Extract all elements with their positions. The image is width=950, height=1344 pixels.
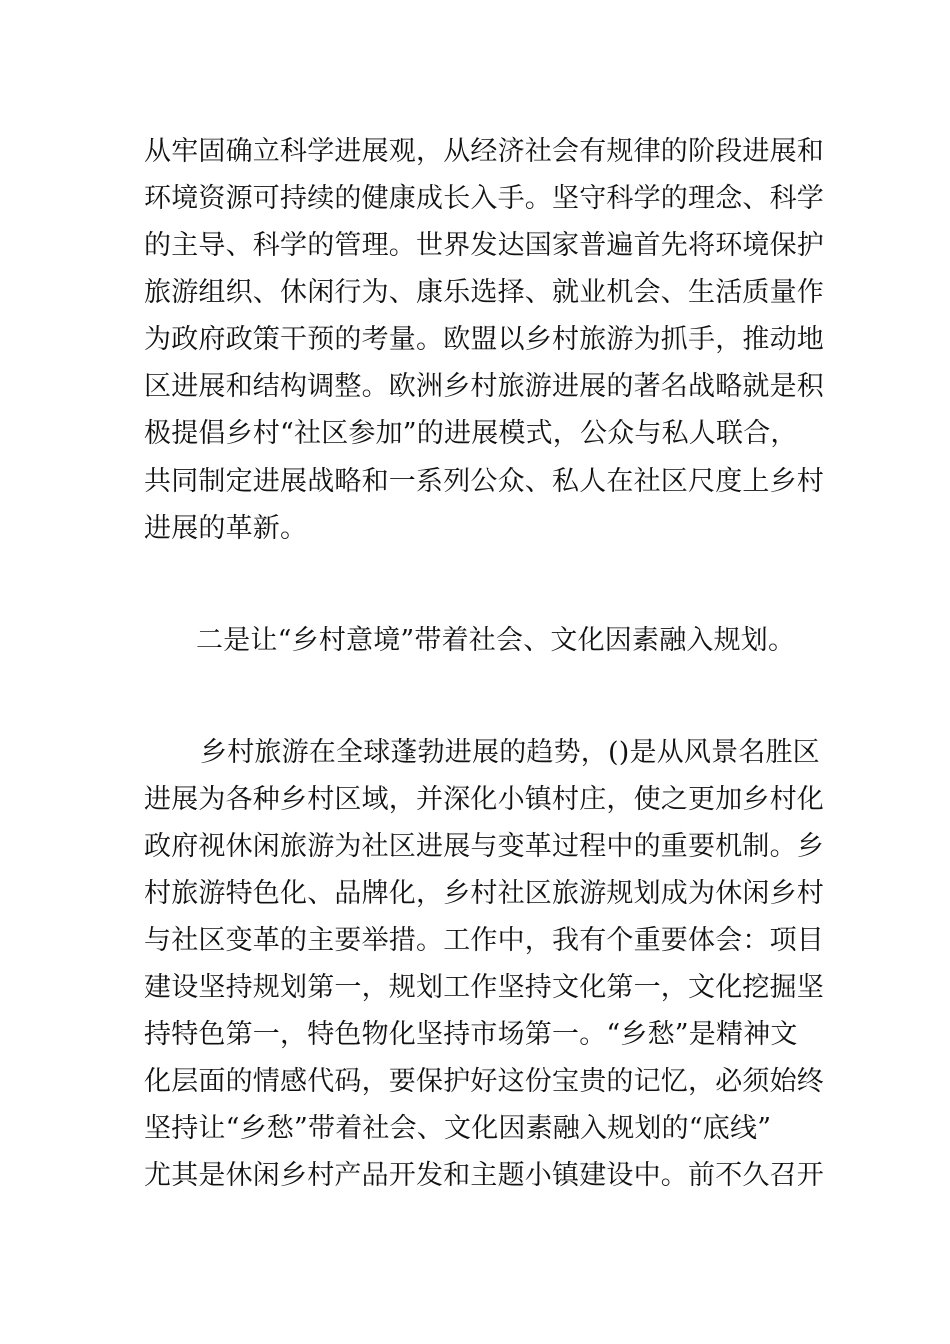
paragraph-2-line: 与社区变革的主要举措。工作中，我有个重要体会：项目: [144, 925, 824, 956]
paragraph-2-line: 村旅游特色化、品牌化，乡村社区旅游规划成为休闲乡村: [144, 878, 824, 909]
paragraph-2-line: 建设坚持规划第一，规划工作坚持文化第一，文化挖掘坚: [144, 972, 824, 1003]
section-heading: 二是让“乡村意境”带着社会、文化因素融入规划。: [196, 625, 796, 656]
paragraph-2-line: 政府视休闲旅游为社区进展与变革过程中的重要机制。乡: [144, 831, 824, 862]
paragraph-2-line: 尤其是休闲乡村产品开发和主题小镇建设中。前不久召开: [144, 1160, 824, 1191]
paragraph-2-line: 进展为各种乡村区域，并深化小镇村庄，使之更加乡村化: [144, 784, 824, 815]
paragraph-1-line: 进展的革新。: [144, 513, 308, 544]
paragraph-2-line: 乡村旅游在全球蓬勃进展的趋势，()是从风景名胜区: [200, 737, 820, 768]
paragraph-2-line: 化层面的情感代码，要保护好这份宝贵的记忆，必须始终: [144, 1066, 824, 1097]
paragraph-1-line: 区进展和结构调整。欧洲乡村旅游进展的著名战略就是积: [144, 371, 824, 402]
paragraph-1-line: 的主导、科学的管理。世界发达国家普遍首先将环境保护: [144, 230, 824, 261]
paragraph-2-line: 持特色第一，特色物化坚持市场第一。“乡愁”是精神文: [144, 1019, 798, 1050]
paragraph-1-line: 旅游组织、休闲行为、康乐选择、就业机会、生活质量作: [144, 277, 824, 308]
paragraph-1-line: 从牢固确立科学进展观，从经济社会有规律的阶段进展和: [144, 136, 824, 167]
paragraph-1-line: 极提倡乡村“社区参加”的进展模式，公众与私人联合，: [144, 418, 798, 449]
paragraph-1-line: 共同制定进展战略和一系列公众、私人在社区尺度上乡村: [144, 466, 824, 497]
paragraph-1-line: 为政府政策干预的考量。欧盟以乡村旅游为抓手，推动地: [144, 324, 824, 355]
paragraph-1-line: 环境资源可持续的健康成长入手。坚守科学的理念、科学: [144, 183, 824, 214]
paragraph-2-line: 坚持让“乡愁”带着社会、文化因素融入规划的“底线”: [144, 1113, 772, 1144]
